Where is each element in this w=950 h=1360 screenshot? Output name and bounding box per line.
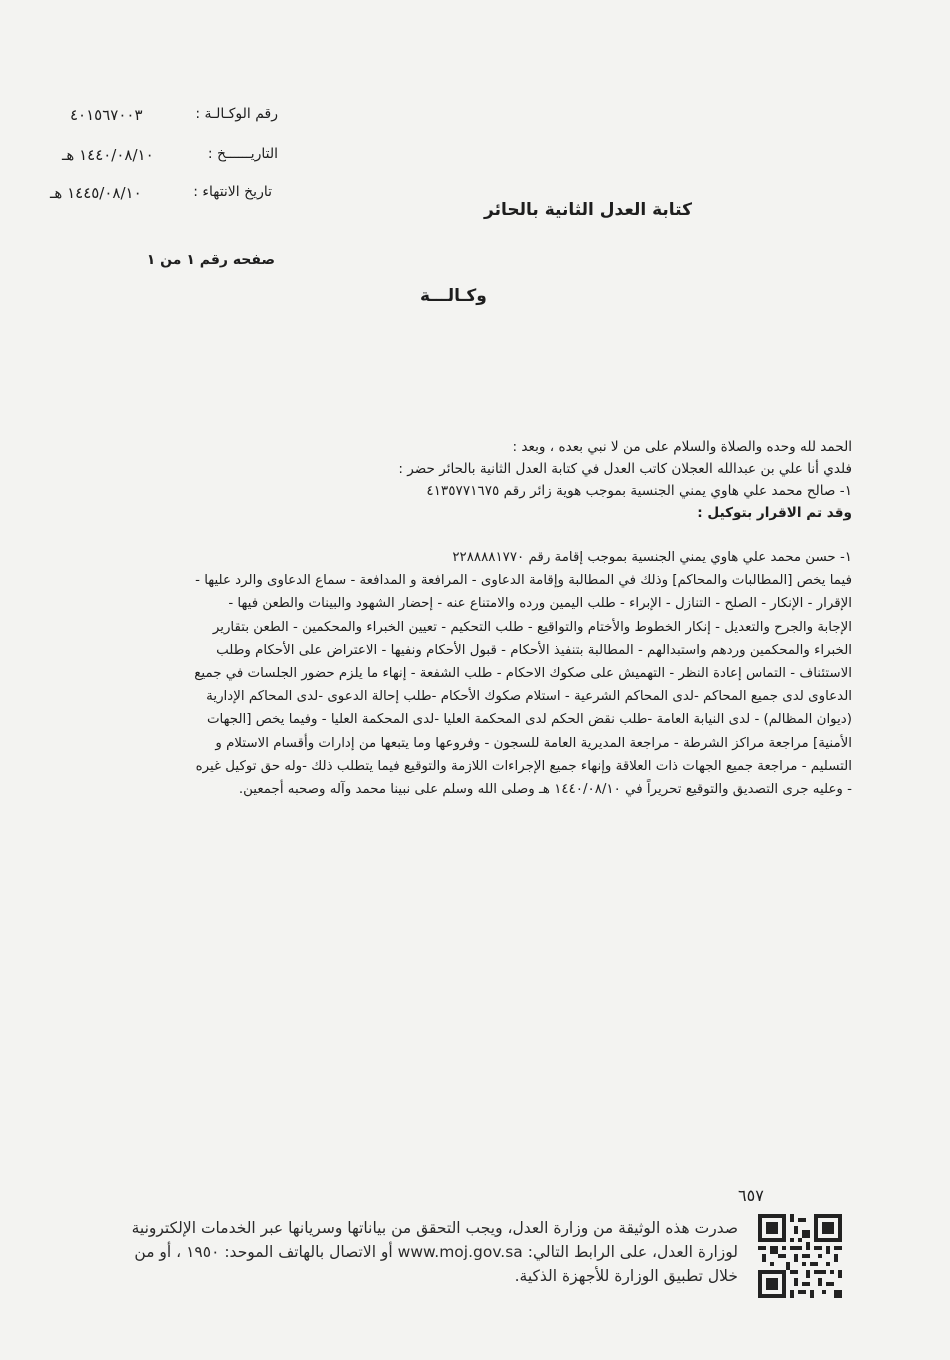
verification-line: لوزارة العدل، على الرابط التالي: www.moj.gov.sa أو الاتصال بالهاتف الموحد: ١٩٥٠ ، أو من xyxy=(134,1243,738,1261)
power-line: الإجابة والجرح والتعديل - إنكار الخطوط والأختام والتواقيع - طلب التحكيم - تعيين الخبراء والمحكمين - الطعن بتقارير xyxy=(212,619,852,635)
intro-line: الحمد لله وحده والصلاة والسلام على من لا نبي بعده ، وبعد : xyxy=(512,439,852,455)
footer-serial-number: ٦٥٧ xyxy=(738,1186,764,1205)
power-line: الخبراء والمحكمين وردهم واستبدالهم - المطالبة بتنفيذ الأحكام - قبول الأحكام ونفيها - الاعتراض على الأحكام وطلب xyxy=(216,642,852,658)
power-line: الاستئناف - التماس إعادة النظر - التهميش على صكوك الاحكام - طلب الشفعة - إنهاء ما يلزم حضور الجلسات في جميع xyxy=(194,666,852,682)
power-line: ١- حسن محمد علي هاوي يمني الجنسية بموجب إقامة رقم ٢٢٨٨٨٨١٧٧٠ xyxy=(452,550,852,565)
intro-line: فلدي أنا علي بن عبدالله العجلان كاتب العدل في كتابة العدل الثانية بالحائر حضر : xyxy=(398,461,852,477)
intro-line: ١- صالح محمد علي هاوي يمني الجنسية بموجب هوية زائر رقم ٤١٣٥٧٧١٦٧٥ xyxy=(426,483,852,499)
agency-number-value: ٤٠١٥٦٧٠٠٣ xyxy=(70,106,143,124)
power-line: (ديوان المظالم) - لدى النيابة العامة -طلب نقض الحكم لدى المحكمة العليا -لدى المحكمة العليا - وفيما يخص [الجهات xyxy=(206,712,852,728)
agency-number-row xyxy=(60,106,278,128)
power-line: الأمنية] مراجعة مراكز الشرطة - مراجعة المديرية العامة للسجون - وفروعها وما يتبعها من إدارات وأقسام الاستلام و xyxy=(215,735,852,751)
expiry-row xyxy=(40,184,272,206)
notary-office-name: كتابة العدل الثانية بالحائر xyxy=(484,200,692,220)
power-line: الدعاوى لدى جميع المحاكم -لدى المحاكم الشرعية - استلام صكوك الأحكام -طلب إحالة الدعوى -لدى المحاكم الإدارية xyxy=(206,689,852,705)
date-row xyxy=(40,146,278,168)
power-line: الإقرار - الإنكار - الصلح - التنازل - الإبراء - طلب اليمين ورده والامتناع عنه - إحضار الشهود والبينات والطعن فيها - xyxy=(228,596,852,612)
intro-line: وقد تم الاقرار بتوكيل : xyxy=(697,505,852,521)
verification-notice xyxy=(48,1216,738,1288)
verification-line: خلال تطبيق الوزارة للأجهزة الذكية. xyxy=(514,1267,738,1285)
intro-section xyxy=(398,436,852,524)
qr-code-icon xyxy=(758,1214,842,1298)
expiry-value: ١٤٤٥/٠٨/١٠ هـ xyxy=(50,184,142,202)
powers-section xyxy=(90,546,852,801)
agency-number-label: رقم الوكـالـة : xyxy=(195,106,278,122)
page-number: صفحه رقم ١ من ١ xyxy=(146,252,275,268)
document-title: وكـالـــة xyxy=(420,286,487,306)
date-label: التاريــــــخ : xyxy=(207,146,278,162)
date-value: ١٤٤٠/٠٨/١٠ هـ xyxy=(62,146,154,164)
expiry-label: تاريخ الانتهاء : xyxy=(193,184,272,200)
power-line: فيما يخص [المطالبات والمحاكم] وذلك في المطالبة وإقامة الدعاوى - المرافعة و المدافعة - سماع الدعاوى والرد عليها - xyxy=(195,573,852,589)
power-line: - وعليه جرى التصديق والتوقيع تحريراً في ١٤٤٠/٠٨/١٠ هـ وصلى الله وسلم على نبينا محمد وآله وصحبه أجمعين. xyxy=(238,782,852,798)
verification-line: صدرت هذه الوثيقة من وزارة العدل، ويجب التحقق من بياناتها وسريانها عبر الخدمات الإلكترونية xyxy=(131,1219,738,1237)
power-line: التسليم - مراجعة جميع الجهات ذات العلاقة وإنهاء جميع الإجراءات اللازمة والتوقيع فيما يتطلب ذلك -وله حق توكيل غيره xyxy=(195,758,852,774)
